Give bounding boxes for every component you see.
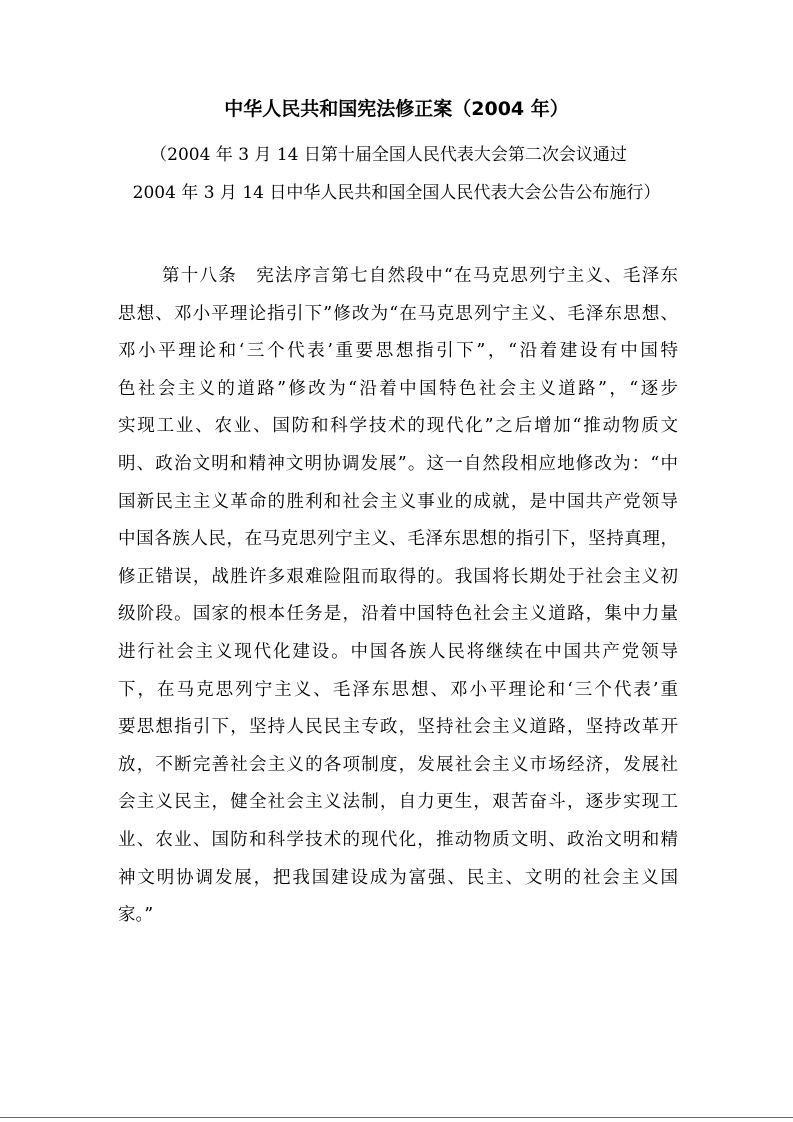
- article-line: 会主义民主，健全社会主义法制，自力更生，艰苦奋斗，逐步实现工: [118, 792, 678, 813]
- article-line: 级阶段。国家的根本任务是，沿着中国特色社会主义道路，集中力量: [118, 604, 678, 625]
- article-line: [118, 258, 678, 296]
- article-line: 要思想指引下，坚持人民民主专政，坚持社会主义道路，坚持改革开: [118, 717, 678, 738]
- article-line: 家。”: [118, 905, 154, 926]
- article-line: 神文明协调发展，把我国建设成为富强、民主、文明的社会主义国: [118, 867, 678, 888]
- article-body: [118, 258, 678, 935]
- article-line: 修正错误，战胜许多艰难险阻而取得的。我国将长期处于社会主义初: [118, 566, 678, 587]
- article-line: 中国各族人民，在马克思列宁主义、毛泽东思想的指引下，坚持真理，: [118, 529, 678, 550]
- article-line: 邓小平理论和‘三个代表’重要思想指引下”，“沿着建设有中国特: [118, 341, 678, 362]
- page-bottom-rule: [0, 1117, 793, 1118]
- article-line: 明、政治文明和精神文明协调发展”。这一自然段相应地修改为：“中: [118, 453, 678, 474]
- article-line: 色社会主义的道路”修改为“沿着中国特色社会主义道路”，“逐步: [118, 378, 678, 399]
- article-line: 国新民主主义革命的胜利和社会主义事业的成就，是中国共产党领导: [118, 491, 678, 512]
- document-title: 中华人民共和国宪法修正案（2004 年）: [224, 98, 569, 120]
- article-line: 下，在马克思列宁主义、毛泽东思想、邓小平理论和‘三个代表’重: [118, 679, 678, 700]
- article-line: 放，不断完善社会主义的各项制度，发展社会主义市场经济，发展社: [118, 754, 678, 775]
- document-subtitle-line-1: （2004 年 3 月 14 日第十届全国人民代表大会第二次会议通过: [150, 145, 627, 165]
- article-number: 第十八条: [162, 266, 238, 286]
- article-line: 进行社会主义现代化建设。中国各族人民将继续在中国共产党领导: [118, 641, 678, 662]
- document-subtitle-line-2: 2004 年 3 月 14 日中华人民共和国全国人民代表大会公告公布施行）: [132, 183, 661, 203]
- article-line: 业、农业、国防和科学技术的现代化，推动物质文明、政治文明和精: [118, 829, 678, 850]
- article-line: 实现工业、农业、国防和科学技术的现代化”之后增加“推动物质文: [118, 416, 678, 437]
- article-line-text: 宪法序言第七自然段中“在马克思列宁主义、毛泽东: [256, 266, 678, 286]
- article-line: 思想、邓小平理论指引下”修改为“在马克思列宁主义、毛泽东思想、: [118, 303, 678, 324]
